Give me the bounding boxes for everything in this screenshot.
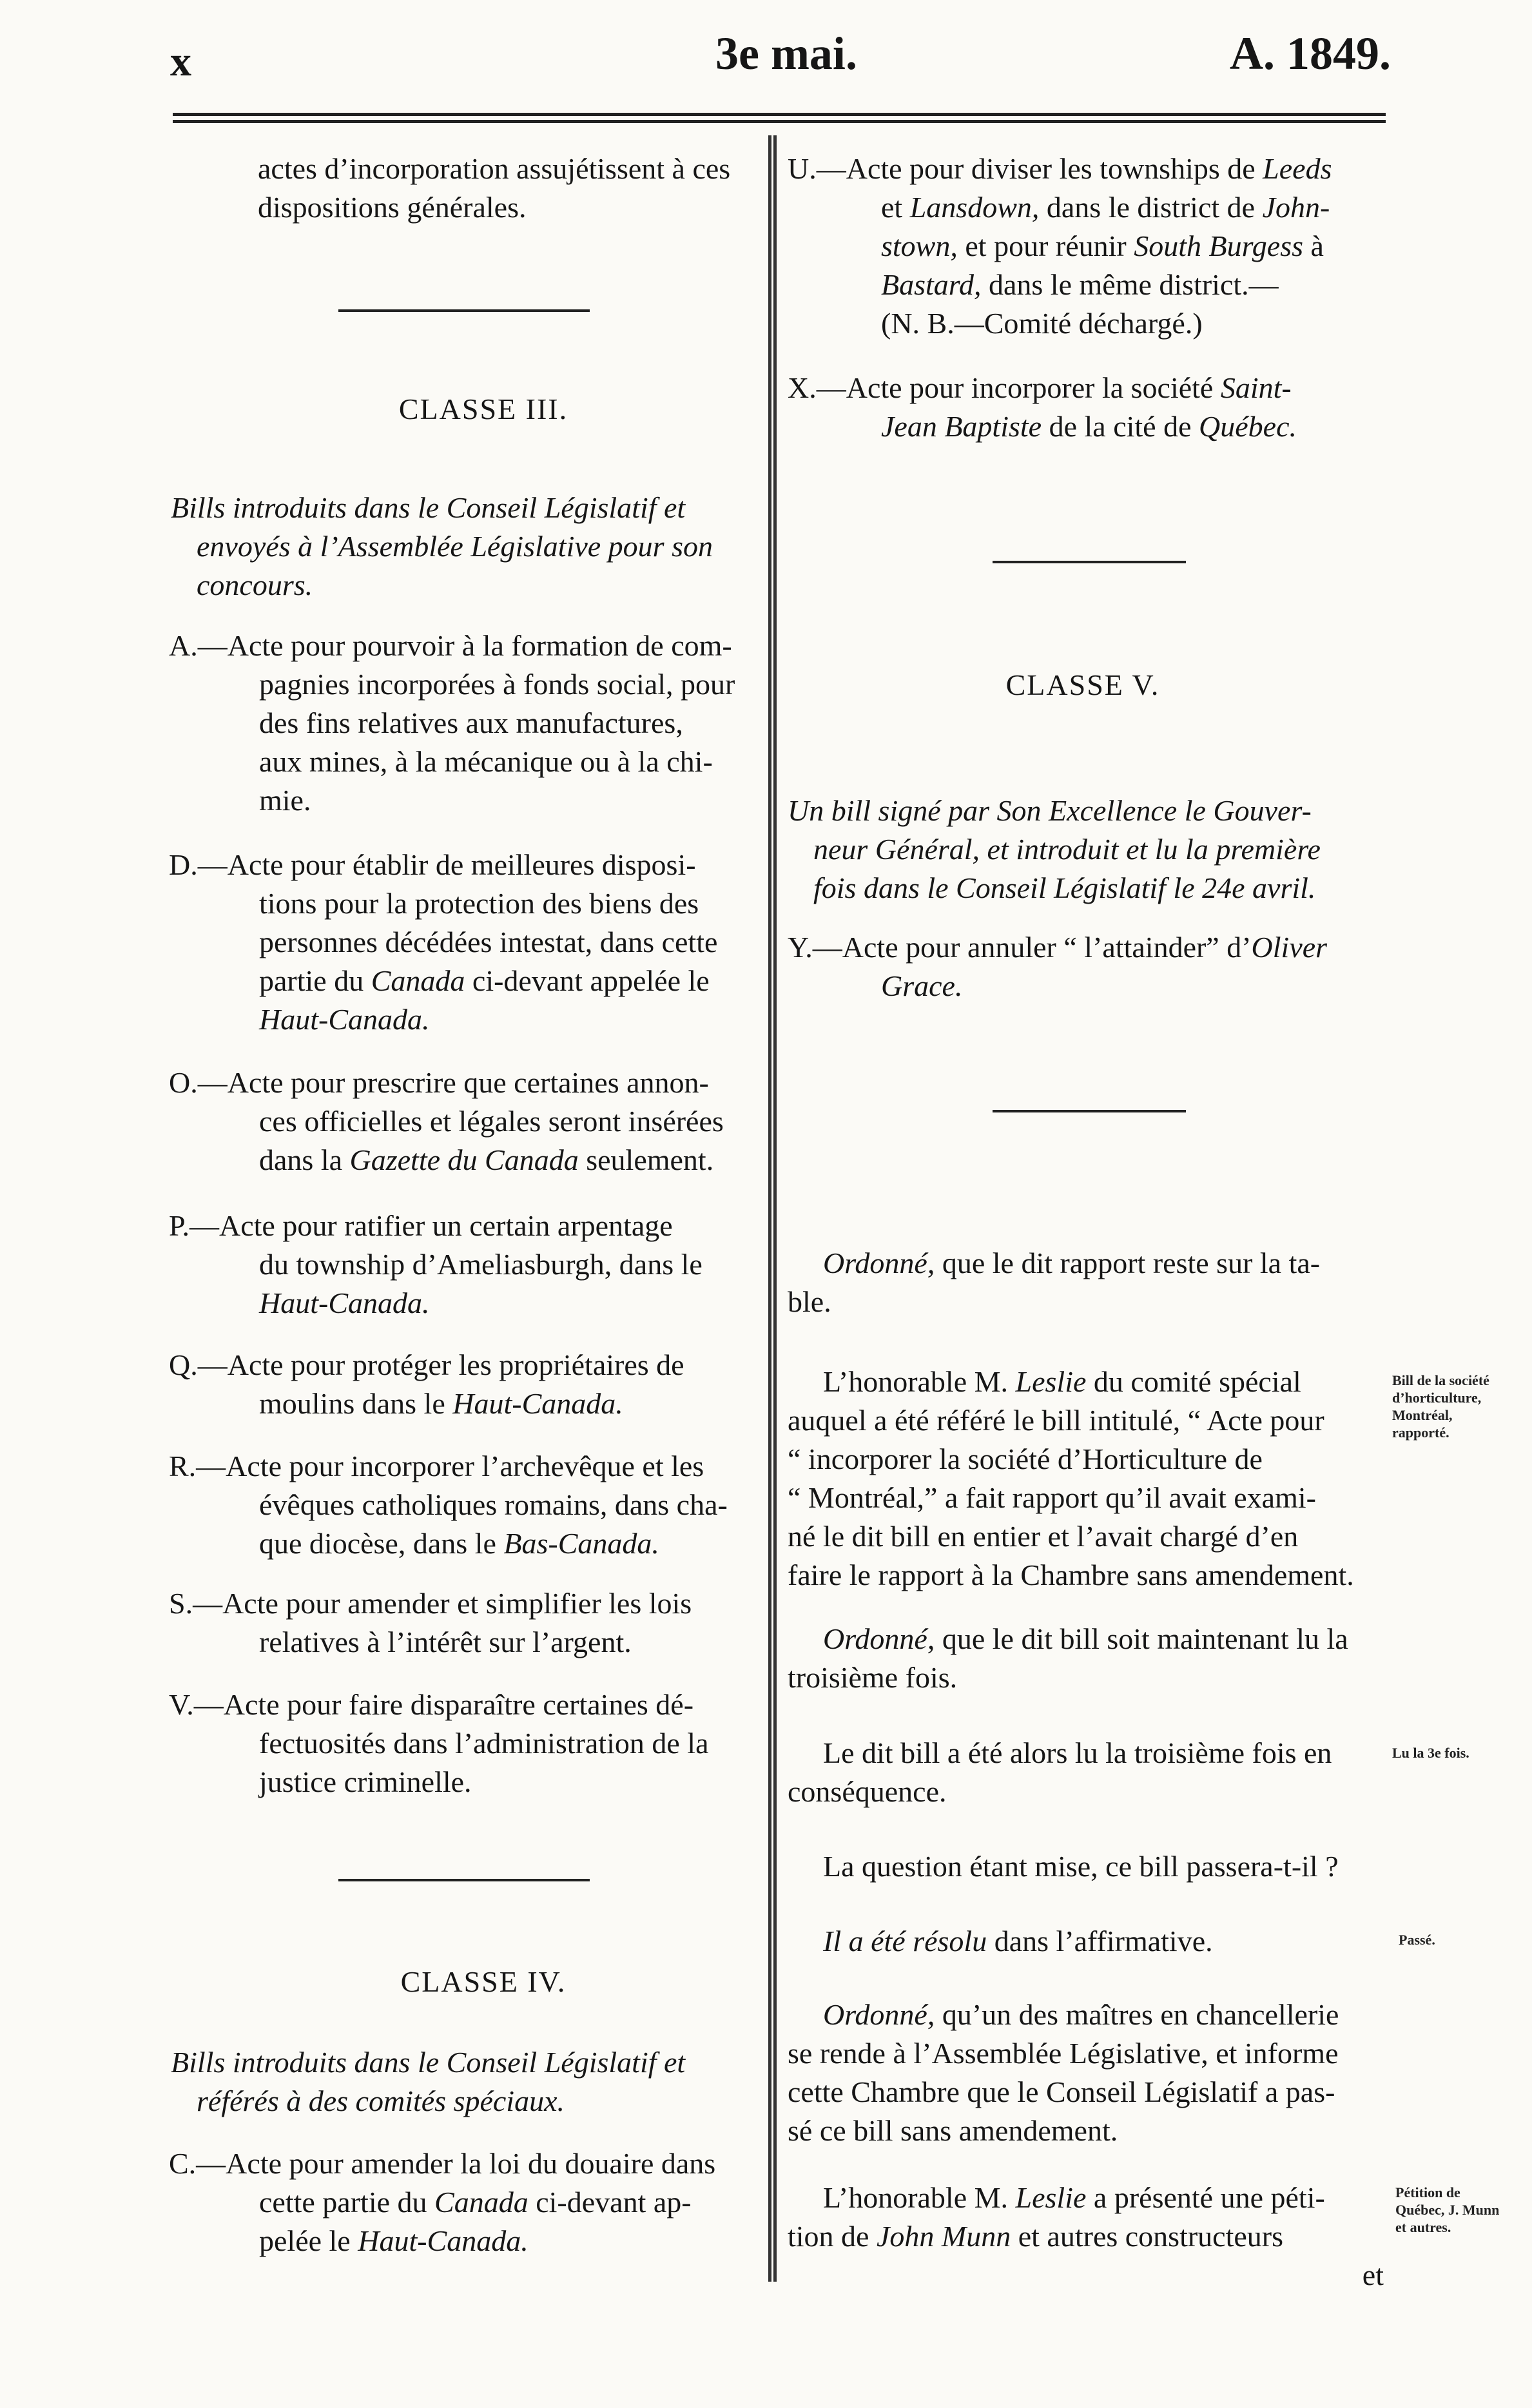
header-rule-top <box>173 113 1386 116</box>
classe-3-intro: Bills introduits dans le Conseil Législatif et envoyés à l’Assemblée Législative pour son concours. <box>171 491 713 601</box>
classe-4-intro: Bills introduits dans le Conseil Législatif et référés à des comités spéciaux. <box>171 2046 686 2117</box>
right-para-7: Ordonné, qu’un des maîtres en chancellerie se rende à l’Assemblée Législative, et informe cette Chambre que le Conseil Législatif a pas- sé ce bill sans amendement. <box>788 1998 1339 2147</box>
classe-3-title: CLASSE III. <box>398 393 568 425</box>
section-rule <box>338 1879 590 1881</box>
classe-5-intro: Un bill signé par Son Excellence le Gouver- neur Général, et introduit et lu la première fois dans le Conseil Législatif le 24e avril. <box>788 794 1321 904</box>
section-rule <box>993 1110 1186 1112</box>
left-continuation <box>258 150 764 227</box>
right-para-2: L’honorable M. Leslie du comité spécial auquel a été référé le bill intitulé, “ Acte pour “ incorporer la société d’Horticulture de “ Montréal,” a fait rapport qu’il avait exami- né le dit bill en entier et l’avait chargé d’en faire le rapport à la Chambre sans amendement. <box>788 1365 1354 1591</box>
margin-note-horticulture: Bill de la société d’horticulture, Montréal, rapporté. <box>1392 1372 1489 1441</box>
right-para-8: L’honorable M. Leslie a présenté une péti- tion de John Munn et autres constructeurs et <box>788 2181 1384 2291</box>
classe-4-title: CLASSE IV. <box>400 1965 567 1998</box>
column-divider-right <box>773 135 777 2282</box>
text-line: actes d’incorporation assujétissent à ces <box>258 152 731 185</box>
classe-3-item-d: D.—Acte pour établir de meilleures disposi- tions pour la protection des biens des personnes décédées intestat, dans cette partie du Canada ci-devant appelée le Haut-Canada. <box>169 848 718 1036</box>
right-para-4: Le dit bill a été alors lu la troisième fois en conséquence. <box>788 1736 1332 1808</box>
page-date: 3e mai. <box>715 28 857 79</box>
right-para-1: Ordonné, que le dit rapport reste sur la ta- ble. <box>788 1247 1321 1318</box>
right-item-u: U.—Acte pour diviser les townships de Leeds et Lansdown, dans le district de John- stown, et pour réunir South Burgess à Bastard, dans le même district.— (N. B.—Comité déchargé.) <box>788 152 1332 340</box>
right-para-6: Il a été résolu dans l’affirmative. <box>823 1925 1213 1957</box>
classe-3-item-p: P.—Acte pour ratifier un certain arpentage du township d’Ameliasburgh, dans le Haut-Canada. <box>169 1209 703 1319</box>
right-para-5: La question étant mise, ce bill passera-t-il ? <box>823 1850 1339 1883</box>
classe-3-item-o: O.—Acte pour prescrire que certaines annon- ces officielles et légales seront insérées dans la Gazette du Canada seulement. <box>169 1066 724 1176</box>
classe-3-item-s: S.—Acte pour amender et simplifier les lois relatives à l’intérêt sur l’argent. <box>169 1587 692 1658</box>
section-rule <box>338 309 590 312</box>
right-item-x: X.—Acte pour incorporer la société Saint- Jean Baptiste de la cité de Québec. <box>788 371 1297 443</box>
column-divider-left <box>768 135 771 2282</box>
margin-note-passed: Passé. <box>1399 1932 1435 1948</box>
classe-3-item-q: Q.—Acte pour protéger les propriétaires de moulins dans le Haut-Canada. <box>169 1348 684 1420</box>
classe-5-title: CLASSE V. <box>1005 668 1160 701</box>
margin-note-petition: Pétition de Québec, J. Munn et autres. <box>1395 2184 1500 2235</box>
text-line: dispositions générales. <box>258 191 527 224</box>
classe-5-item-y: Y.—Acte pour annuler “ l’attainder” d’Oliver Grace. <box>788 931 1328 1002</box>
right-para-3: Ordonné, que le dit bill soit maintenant lu la troisième fois. <box>788 1622 1348 1694</box>
classe-3-item-v: V.—Acte pour faire disparaître certaines dé- fectuosités dans l’administration de la justice criminelle. <box>169 1688 709 1798</box>
classe-3-item-r: R.—Acte pour incorporer l’archevêque et les évêques catholiques romains, dans cha- que diocèse, dans le Bas-Canada. <box>169 1450 728 1560</box>
page-number: x <box>170 38 191 85</box>
margin-note-third-reading: Lu la 3e fois. <box>1392 1745 1469 1761</box>
classe-4-item-c: C.—Acte pour amender la loi du douaire dans cette partie du Canada ci-devant ap- pelée le Haut-Canada. <box>169 2147 716 2257</box>
page-year: A. 1849. <box>1230 28 1391 79</box>
classe-3-item-a: A.—Acte pour pourvoir à la formation de com- pagnies incorporées à fonds social, pour des fins relatives aux manufactures, aux mines, à la mécanique ou à la chi- mie. <box>169 629 735 817</box>
header-rule-bottom <box>173 120 1386 123</box>
section-rule <box>993 561 1186 563</box>
